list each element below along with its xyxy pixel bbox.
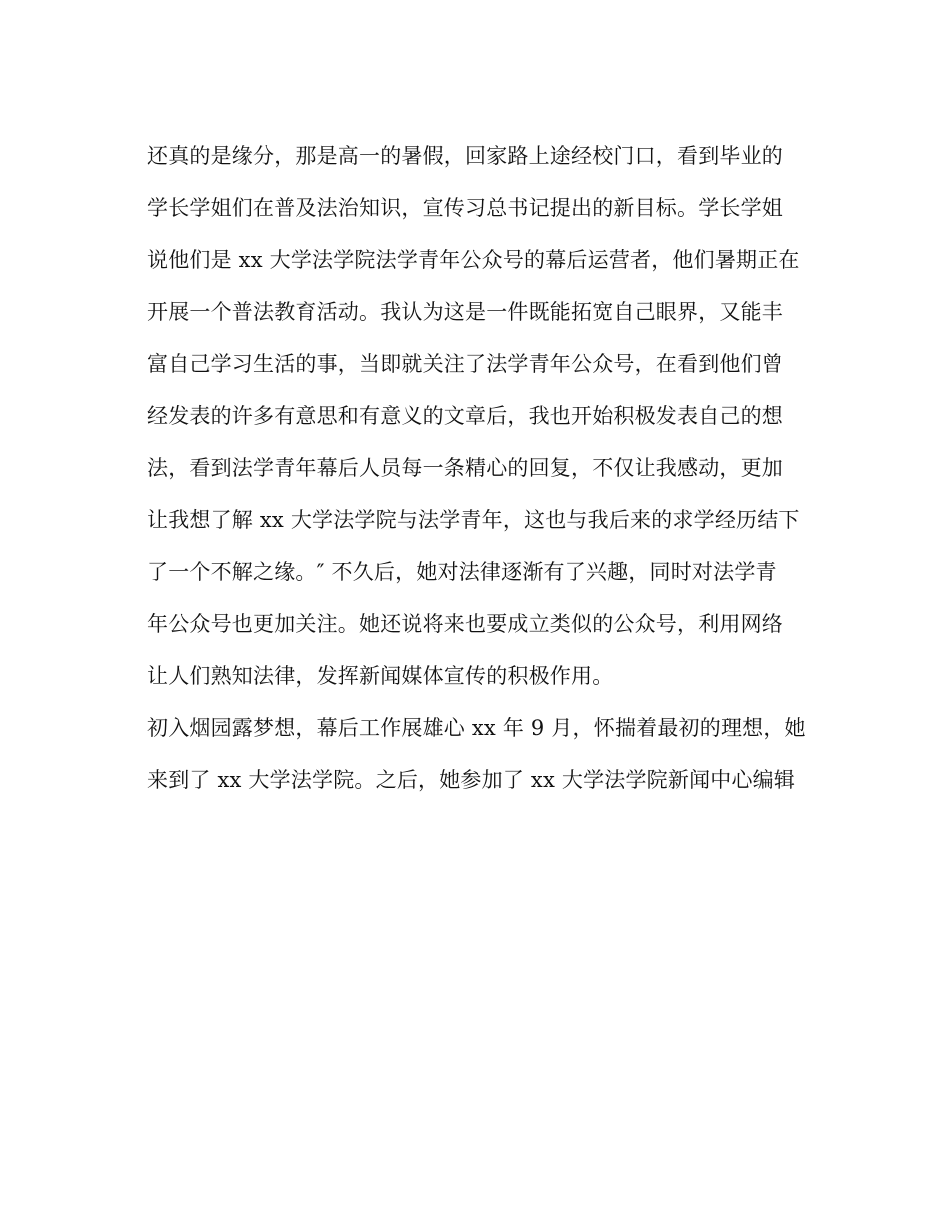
text-line: 说他们是 xx 大学法学院法学青年公众号的幕后运营者，他们暑期正在	[147, 248, 800, 272]
text-line: 法，看到法学青年幕后人员每一条精心的回复，不仅让我感动，更加	[147, 456, 783, 480]
text-line: 了一个不解之缘。″ 不久后，她对法律逐渐有了兴趣，同时对法学青	[147, 560, 777, 584]
text-line: 经发表的许多有意思和有意义的文章后，我也开始积极发表自己的想	[147, 404, 783, 428]
text-line: 来到了 xx 大学法学院。之后，她参加了 xx 大学法学院新闻中心编辑	[147, 768, 796, 792]
text-line: 让人们熟知法律，发挥新闻媒体宣传的积极作用。	[147, 664, 614, 688]
text-line: 让我想了解 xx 大学法学院与法学青年，这也与我后来的求学经历结下	[147, 508, 800, 532]
text-line: 富自己学习生活的事，当即就关注了法学青年公众号，在看到他们曾	[147, 352, 783, 376]
text-line: 还真的是缘分，那是高一的暑假，回家路上途经校门口，看到毕业的	[147, 144, 783, 168]
body-text	[147, 136, 817, 812]
text-line: 年公众号也更加关注。她还说将来也要成立类似的公众号，利用网络	[147, 612, 783, 636]
paragraph-start-line: 初入烟园露梦想，幕后工作展雄心 xx 年 9 月，怀揣着最初的理想，她	[147, 716, 806, 740]
text-line: 开展一个普法教育活动。我认为这是一件既能拓宽自己眼界，又能丰	[147, 300, 783, 324]
text-line: 学长学姐们在普及法治知识，宣传习总书记提出的新目标。学长学姐	[147, 196, 783, 220]
